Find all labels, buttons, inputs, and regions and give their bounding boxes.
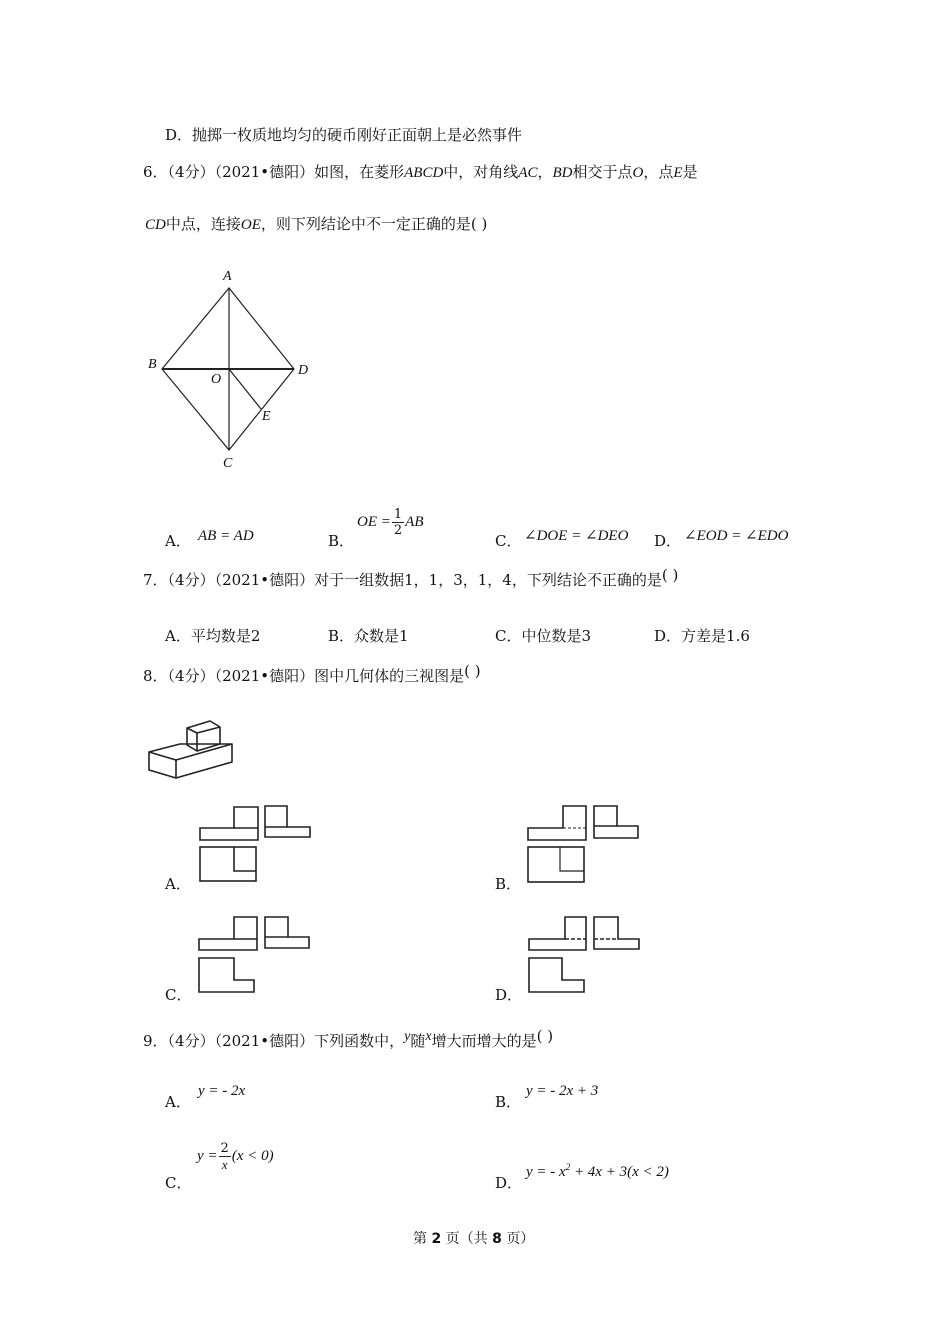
q9-option-d-text	[526, 1162, 669, 1181]
q8-stem-text: 8．（4分）（2021•德阳）图中几何体的三视图是	[143, 667, 465, 685]
q6-cd: CD	[145, 217, 166, 233]
q9-option-b-label: B．	[495, 1093, 522, 1111]
q6-option-d-text: ∠EOD = ∠EDO	[684, 528, 789, 544]
q9-option-d-post: + 4x + 3(x < 2)	[570, 1164, 669, 1180]
q7-paren: ( )	[661, 566, 679, 584]
q6-option-a-label: A．	[165, 532, 191, 550]
q6-option-b-num: 1	[393, 507, 403, 522]
footer-mid: 页（共	[445, 1231, 488, 1247]
q6-option-c-text: ∠DOE = ∠DEO	[524, 528, 629, 544]
q7-stem-text: 7．（4分）（2021•德阳）对于一组数据1，1，3，1，4，下列结论不正确的是	[143, 571, 662, 589]
q9-option-c-label: C．	[165, 1174, 192, 1192]
page-footer	[413, 1228, 534, 1248]
q8-option-b-label: B．	[495, 875, 522, 893]
q6-option-b-left: OE =	[357, 514, 391, 530]
footer-total-pages: 8	[492, 1231, 502, 1247]
q7-option-a: A．平均数是2	[165, 627, 261, 645]
q9-paren: ( )	[536, 1027, 554, 1045]
q9-sui: 随	[410, 1032, 426, 1050]
q9-option-c-left: y =	[197, 1148, 218, 1164]
q6-option-a-text: AB = AD	[198, 528, 254, 544]
q6-option-b-right: AB	[405, 514, 424, 530]
q6-e: E	[673, 165, 683, 181]
q6-line2-end: ，则下列结论中不一定正确的是	[260, 215, 471, 233]
q9-option-c-den: x	[221, 1157, 228, 1172]
q9-option-a-label: A．	[165, 1093, 191, 1111]
q6-o: O	[632, 165, 644, 181]
q6-option-b-den: 2	[393, 523, 403, 538]
q9-option-c-num: 2	[220, 1141, 229, 1156]
q9-x: x	[425, 1029, 432, 1044]
q9-y: y	[404, 1029, 411, 1044]
footer-post: 页）	[506, 1231, 535, 1247]
q6-oe: OE	[240, 217, 261, 233]
q6-option-c-label: C．	[495, 532, 522, 550]
q7-option-d: D．方差是1.6	[654, 627, 750, 645]
q9-option-c-fraction	[219, 1142, 231, 1171]
q6-comma: ，	[537, 163, 553, 181]
figure-label-b: B	[148, 357, 157, 372]
q6-mid3: ，点	[643, 163, 674, 181]
q6-option-d-label: D．	[654, 532, 682, 550]
q9-option-d-label: D．	[495, 1174, 523, 1192]
q9-stem-end: 增大而增大的是	[431, 1032, 537, 1050]
q6-mid1: 中，对角线	[443, 163, 519, 181]
q6-option-b-label: B．	[328, 532, 355, 550]
figure-label-d: D	[298, 363, 309, 378]
figure-label-a: A	[223, 269, 232, 284]
q9-option-c-right: (x < 0)	[231, 1148, 274, 1164]
q7-option-c: C．中位数是3	[495, 627, 592, 645]
q6-abcd: ABCD	[404, 165, 444, 181]
figure-label-o: O	[211, 372, 222, 387]
q8-option-c-label: C．	[165, 986, 192, 1004]
figure-label-c: C	[223, 456, 233, 471]
q6-paren: ( )	[470, 215, 488, 233]
q9-option-d-sup: 2	[565, 1162, 571, 1172]
q9-option-a-text: y = - 2x	[198, 1083, 246, 1099]
q9-option-d-pre: y = - x	[526, 1164, 566, 1180]
q7-option-b: B．众数是1	[328, 627, 409, 645]
q9-option-c-expression	[197, 1142, 274, 1171]
q6-line2-mid: 中点，连接	[165, 215, 241, 233]
q9-stem	[143, 1027, 554, 1051]
q5-option-d: D．抛掷一枚质地均匀的硬币刚好正面朝上是必然事件	[165, 126, 523, 144]
q8-option-a-label: A．	[165, 875, 191, 893]
q9-option-b-text: y = - 2x + 3	[526, 1083, 599, 1099]
footer-page-number: 2	[431, 1231, 442, 1247]
figure-label-e: E	[262, 409, 271, 424]
q9-stem-prefix: 9．（4分）（2021•德阳）下列函数中，	[143, 1032, 405, 1050]
q8-paren: ( )	[464, 662, 481, 680]
footer-pre: 第	[413, 1231, 427, 1247]
q6-end1: 是	[682, 163, 698, 181]
q6-bd: BD	[552, 165, 573, 181]
q6-stem-prefix: 6．（4分）（2021•德阳）如图，在菱形	[143, 163, 405, 181]
q8-option-d-label: D．	[495, 986, 523, 1004]
q6-ac: AC	[518, 165, 538, 181]
q6-mid2: 相交于点	[572, 163, 633, 181]
